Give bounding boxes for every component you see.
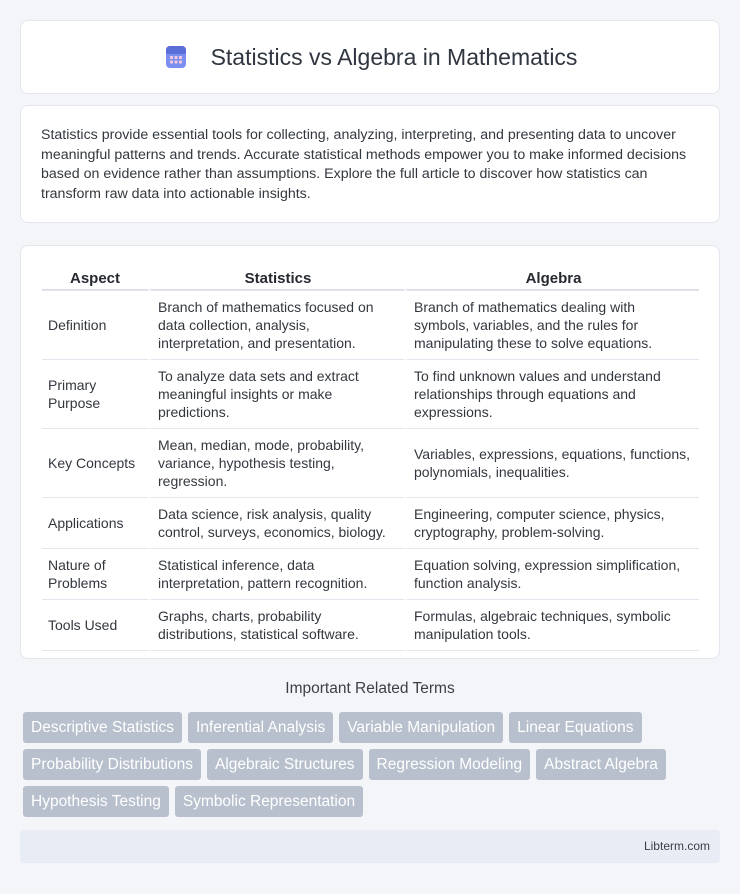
table-row [42, 359, 699, 428]
aspect-cell: Definition [42, 290, 148, 359]
statistics-cell: Statistical inference, data interpretation, pattern recognition. [148, 548, 404, 599]
aspect-cell: Applications [42, 497, 148, 548]
statistics-cell: Graphs, charts, probability distributions, statistical software. [148, 599, 404, 651]
algebra-cell: Variables, expressions, equations, functions, polynomials, inequalities. [404, 428, 699, 497]
intro-text: Statistics provide essential tools for collecting, analyzing, interpreting, and presenting data to uncover meaningful patterns and trends. Accurate statistical methods empower you to make informed decisions based on evidence rather than assumptions. Explore the full article to discover how statistics can transform raw data into actionable insights. [41, 127, 687, 202]
related-term-tag[interactable]: Descriptive Statistics [23, 712, 182, 743]
statistics-cell: Branch of mathematics focused on data collection, analysis, interpretation, and presentation. [148, 290, 404, 359]
statistics-cell: To analyze data sets and extract meaningful insights or make predictions. [148, 359, 404, 428]
related-term-tag[interactable]: Inferential Analysis [188, 712, 333, 743]
aspect-cell: Key Concepts [42, 428, 148, 497]
table-row [42, 497, 699, 548]
related-term-tag[interactable]: Algebraic Structures [207, 749, 363, 780]
related-term-tag[interactable]: Regression Modeling [369, 749, 531, 780]
related-term-tag[interactable]: Hypothesis Testing [23, 786, 169, 817]
table-row [42, 548, 699, 599]
table-row [42, 599, 699, 651]
related-term-tag[interactable]: Variable Manipulation [339, 712, 503, 743]
comparison-table [42, 264, 699, 651]
column-header: Algebra [404, 264, 699, 290]
calculator-icon [163, 44, 189, 70]
comparison-table-card [20, 245, 720, 659]
algebra-cell: Equation solving, expression simplification, function analysis. [404, 548, 699, 599]
page-title: Statistics vs Algebra in Mathematics [210, 43, 578, 70]
related-terms-list [23, 712, 723, 823]
footer [20, 830, 720, 863]
related-term-tag[interactable]: Symbolic Representation [175, 786, 363, 817]
statistics-cell: Mean, median, mode, probability, variance, hypothesis testing, regression. [148, 428, 404, 497]
algebra-cell: Formulas, algebraic techniques, symbolic manipulation tools. [404, 599, 699, 651]
table-header-row [42, 264, 699, 290]
footer-site-link[interactable]: Libterm.com [643, 839, 710, 853]
intro-card [20, 105, 720, 223]
column-header: Aspect [42, 264, 148, 290]
statistics-cell: Data science, risk analysis, quality control, surveys, economics, biology. [148, 497, 404, 548]
algebra-cell: Branch of mathematics dealing with symbols, variables, and the rules for manipulating these to solve equations. [404, 290, 699, 359]
related-term-tag[interactable]: Abstract Algebra [536, 749, 666, 780]
aspect-cell: Tools Used [42, 599, 148, 651]
table-row [42, 428, 699, 497]
header-card [20, 20, 720, 94]
aspect-cell: Nature of Problems [42, 548, 148, 599]
column-header: Statistics [148, 264, 404, 290]
table-row [42, 290, 699, 359]
related-term-tag[interactable]: Linear Equations [509, 712, 641, 743]
related-terms-title: Important Related Terms [285, 680, 455, 697]
algebra-cell: To find unknown values and understand relationships through equations and expressions. [404, 359, 699, 428]
algebra-cell: Engineering, computer science, physics, cryptography, problem-solving. [404, 497, 699, 548]
related-term-tag[interactable]: Probability Distributions [23, 749, 201, 780]
aspect-cell: Primary Purpose [42, 359, 148, 428]
